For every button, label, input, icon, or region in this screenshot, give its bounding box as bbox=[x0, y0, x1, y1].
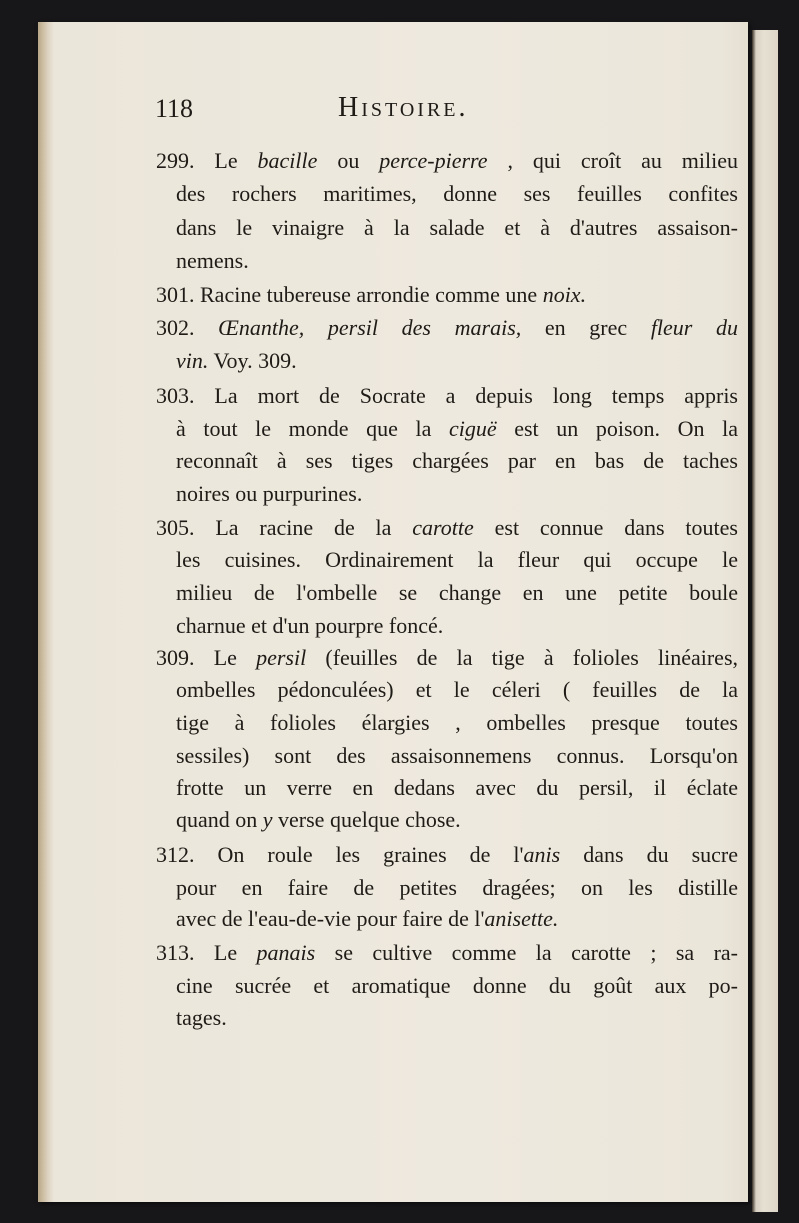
text-run: (feuilles de la tige à folioles linéaires, bbox=[306, 645, 738, 670]
text-run: Voy. 309. bbox=[208, 348, 297, 373]
paragraph-line bbox=[176, 215, 738, 241]
paragraph-first-line bbox=[156, 383, 738, 409]
italic-term: y bbox=[262, 807, 273, 832]
paragraph-line bbox=[176, 710, 738, 736]
italic-term: carotte bbox=[412, 515, 474, 540]
paragraph-line bbox=[176, 348, 738, 374]
text-run: ombelles pédonculées) et le céleri ( feuilles de la bbox=[176, 677, 738, 702]
paragraph-line bbox=[176, 181, 738, 207]
paragraph-line bbox=[176, 1005, 738, 1031]
paragraph-line bbox=[176, 580, 738, 606]
text-run: cine sucrée et aromatique donne du goût aux po- bbox=[176, 973, 738, 998]
book-page bbox=[38, 22, 748, 1202]
italic-term: ciguë bbox=[448, 416, 497, 441]
paragraph-first-line bbox=[156, 148, 738, 174]
text-run: pour en faire de petites dragées; on les distille bbox=[176, 875, 738, 900]
text-run: à tout le monde que la bbox=[176, 416, 449, 441]
paragraph-line bbox=[176, 743, 738, 769]
text-run: ou bbox=[317, 148, 380, 173]
text-run: 312. On roule les graines de l' bbox=[156, 842, 524, 867]
text-run: sessiles) sont des assaisonnemens connus. Lorsqu'on bbox=[176, 743, 738, 768]
text-run: quand on bbox=[176, 807, 263, 832]
text-run: 299. Le bbox=[156, 148, 258, 173]
text-run: dans du sucre bbox=[560, 842, 738, 867]
text-run: est un poison. On la bbox=[496, 416, 738, 441]
text-run: verse quelque chose. bbox=[272, 807, 461, 832]
paragraph-line bbox=[176, 547, 738, 573]
italic-term: noix. bbox=[542, 282, 587, 307]
text-run: 301. Racine tubereuse arrondie comme une bbox=[156, 282, 543, 307]
italic-term: perce-pierre bbox=[379, 148, 488, 173]
text-run: dans le vinaigre à la salade et à d'autres assaison- bbox=[176, 215, 738, 240]
italic-term: anis bbox=[523, 842, 561, 867]
paragraph-line bbox=[176, 613, 738, 639]
paragraph-line bbox=[176, 775, 738, 801]
text-run: nemens. bbox=[176, 248, 249, 273]
text-run: 309. Le bbox=[156, 645, 257, 670]
italic-term: Œnanthe, persil des marais, bbox=[218, 315, 522, 340]
text-run: se cultive comme la carotte ; sa ra- bbox=[315, 940, 739, 965]
running-title: Histoire. bbox=[338, 92, 469, 123]
paragraph-first-line bbox=[156, 315, 738, 341]
paragraph-first-line bbox=[156, 282, 738, 308]
text-run: frotte un verre en dedans avec du persil, il éclate bbox=[176, 775, 738, 800]
italic-term: vin. bbox=[176, 348, 209, 373]
text-run: avec de l'eau-de-vie pour faire de l' bbox=[176, 906, 485, 931]
text-run: des rochers maritimes, donne ses feuilles confites bbox=[176, 181, 738, 206]
text-run: 302. bbox=[156, 315, 219, 340]
paragraph-line bbox=[176, 906, 738, 932]
text-run: 303. La mort de Socrate a depuis long temps appris bbox=[156, 383, 738, 408]
paragraph-line bbox=[176, 248, 738, 274]
paragraph-line bbox=[176, 677, 738, 703]
paragraph-first-line bbox=[156, 645, 738, 671]
paragraph-line bbox=[176, 448, 738, 474]
text-run: tages. bbox=[176, 1005, 227, 1030]
text-run: les cuisines. Ordinairement la fleur qui occupe le bbox=[176, 547, 738, 572]
italic-term: fleur du bbox=[650, 315, 739, 340]
text-run: 305. La racine de la bbox=[156, 515, 413, 540]
next-page-edge bbox=[752, 30, 778, 1212]
italic-term: persil bbox=[256, 645, 307, 670]
paragraph-first-line bbox=[156, 515, 738, 541]
paragraph-line bbox=[176, 875, 738, 901]
paragraph-line bbox=[176, 481, 738, 507]
italic-term: anisette. bbox=[484, 906, 559, 931]
text-run: noires ou purpurines. bbox=[176, 481, 363, 506]
text-run: , qui croît au milieu bbox=[487, 148, 739, 173]
text-run: charnue et d'un pourpre foncé. bbox=[176, 613, 444, 638]
text-run: est connue dans toutes bbox=[473, 515, 738, 540]
paragraph-line bbox=[176, 973, 738, 999]
text-run: 313. Le bbox=[156, 940, 257, 965]
paragraph-first-line bbox=[156, 842, 738, 868]
text-run: reconnaît à ses tiges chargées par en bas de taches bbox=[176, 448, 738, 473]
text-run: milieu de l'ombelle se change en une petite boule bbox=[176, 580, 738, 605]
text-run: tige à folioles élargies , ombelles presque toutes bbox=[176, 710, 738, 735]
page-number: 118 bbox=[155, 94, 194, 123]
italic-term: bacille bbox=[257, 148, 318, 173]
italic-term: panais bbox=[256, 940, 316, 965]
text-run: en grec bbox=[521, 315, 651, 340]
paragraph-line bbox=[176, 807, 738, 833]
paragraph-line bbox=[176, 416, 738, 442]
paragraph-first-line bbox=[156, 940, 738, 966]
